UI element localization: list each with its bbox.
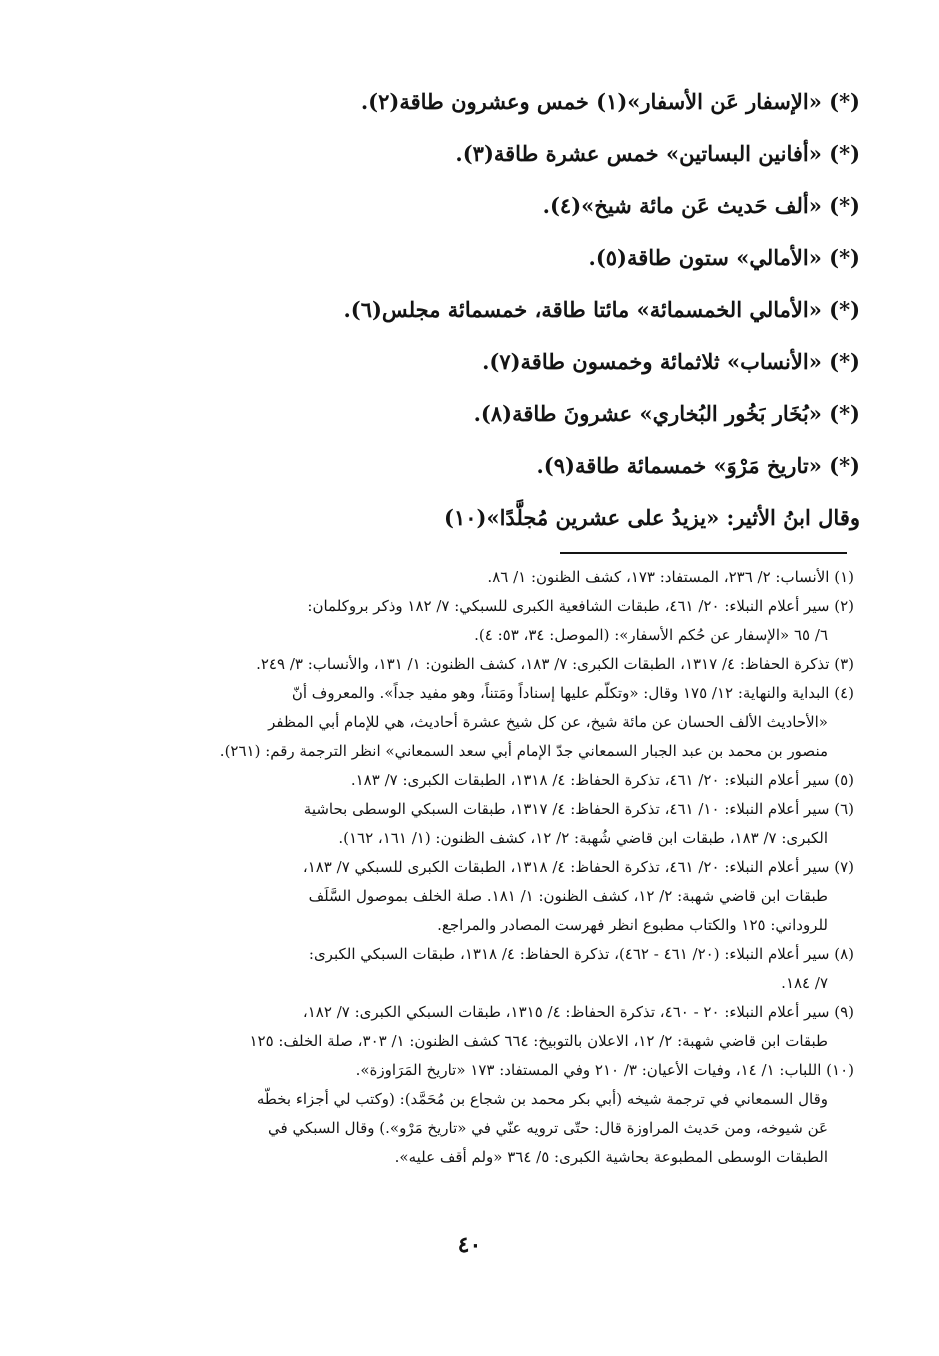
- footnote-5: [84, 766, 854, 795]
- footnote-10: [84, 1056, 854, 1172]
- book-entry: (*) «الأمالي» ستون طاقة(٥).: [588, 245, 860, 270]
- footnotes: [84, 563, 854, 1172]
- footnote-number: (٦): [834, 800, 854, 818]
- footnote-4: [84, 679, 854, 766]
- footnote-line: البداية والنهاية: ١٢/ ١٧٥ وقال: «وتكلّم عليها إسناداً ومَتناً، وهو مفيد جداً». والمعروف أنّ: [291, 684, 830, 702]
- footnote-6: [84, 795, 854, 853]
- footnote-number: (٢): [834, 597, 854, 615]
- footnote-line: طبقات ابن قاضي شهبة: ٢/ ١٢، الاعلان بالتوبيخ: ٦٦٤ كشف الظنون: ١/ ٣٠٣، صلة الخلف: ١٢٥: [249, 1032, 828, 1050]
- footnote-line: طبقات ابن قاضي شهبة: ٢/ ١٢، كشف الظنون: ١/ ١٨١. صلة الخلف بموصول السَّلَف: [308, 887, 828, 905]
- footnote-7: [84, 853, 854, 940]
- footnote-line: سير أعلام النبلاء: (٢٠/ ٤٦١ - ٤٦٢)، تذكرة الحفاظ: ٤/ ١٣١٨، طبقات السبكي الكبرى:: [308, 945, 830, 963]
- footnote-line: ٦/ ٦٥ «الإسفار عن حُكم الأسفار»: (الموصل: ٣٤، ٥٣: ٤).: [474, 626, 828, 644]
- footnote-number: (٨): [834, 945, 854, 963]
- page-number: ٤٠: [457, 1232, 482, 1258]
- footnote-line: للروداني: ١٢٥ والكتاب مطبوع انظر فهرست المصادر والمراجع.: [437, 916, 828, 934]
- footnote-line: اللباب: ١/ ١٤، وفيات الأعيان: ٣/ ٢١٠ وفي المستفاد: ١٧٣ «تاريخ المَرَاوزة».: [355, 1061, 822, 1079]
- book-entry: (*) «أفانين البساتين» خمس عشرة طاقة(٣).: [455, 141, 860, 166]
- quote-paragraph: وقال ابنُ الأثير: «يزيدُ على عشرين مُجلَّدًا»(١٠): [444, 505, 860, 530]
- footnote-number: (١٠): [826, 1061, 854, 1079]
- footnote-number: (٤): [834, 684, 854, 702]
- footnote-line: ٧/ ١٨٤.: [781, 974, 828, 992]
- footnote-line: «الأحاديث الألف الحسان عن مائة شيخ، عن كل شيخ عشرة أحاديث، هي للإمام أبي المظفر: [268, 713, 828, 731]
- footnote-number: (١): [834, 568, 854, 586]
- footnote-line: سير أعلام النبلاء: ٢٠/ ٤٦١، تذكرة الحفاظ: ٤/ ١٣١٨، الطبقات الكبرى للسبكي ٧/ ١٨٣،: [302, 858, 830, 876]
- footnote-number: (٩): [834, 1003, 854, 1021]
- footnote-line: سير أعلام النبلاء: ٢٠/ ٤٦١، طبقات الشافعية الكبرى للسبكي: ٧/ ١٨٢ وذكر بروكلمان:: [307, 597, 830, 615]
- footnote-3: [84, 650, 854, 679]
- footnote-9: [84, 998, 854, 1056]
- footnote-1: [84, 563, 854, 592]
- book-entry: (*) «الإسفار عَن الأسفار»(١) خمس وعشرون طاقة(٢).: [360, 89, 860, 114]
- footnote-number: (٣): [834, 655, 854, 673]
- footnote-line: عَن شيوخه، ومن حَديث المراوزة قال: حتّى ترويه عنّي في «تاريخ مَرْو».) وقال السبكي في: [268, 1119, 828, 1137]
- footnote-line: منصور بن محمد بن عبد الجبار السمعاني جدّ الإمام أبي سعد السمعاني» انظر الترجمة رقم: (٢٦١).: [219, 742, 828, 760]
- footnote-line: سير أعلام النبلاء: ٢٠/ ٤٦١، تذكرة الحفاظ: ٤/ ١٣١٨، الطبقات الكبرى: ٧/ ١٨٣.: [350, 771, 830, 789]
- book-entry: (*) «الأمالي الخمسمائة» مائتا طاقة، خمسمائة مجلس(٦).: [343, 297, 860, 322]
- footnote-line: وقال السمعاني في ترجمة شيخه (أبي بكر محمد بن شجاع بن مُحَمَّد): (وكتب لي أجزاء بخطّه: [256, 1090, 828, 1108]
- footnote-line: تذكرة الحفاظ: ٤/ ١٣١٧، الطبقات الكبرى: ٧/ ١٨٣، كشف الظنون: ١/ ١٣١، والأنساب: ٣/ ٢٤٩.: [256, 655, 830, 673]
- book-entry: (*) «تاريخ مَرْوَ» خمسمائة طاقة(٩).: [536, 453, 860, 478]
- footnote-number: (٥): [834, 771, 854, 789]
- footnote-number: (٧): [834, 858, 854, 876]
- footnote-line: سير أعلام النبلاء: ١٠/ ٤٦١، تذكرة الحفاظ: ٤/ ١٣١٧، طبقات السبكي الوسطى بحاشية: [303, 800, 830, 818]
- book-entry: (*) «الأنساب» ثلاثمائة وخمسون طاقة(٧).: [482, 349, 860, 374]
- book-entry: (*) «بُخَار بَخُور البُخاري» عشرونَ طاقة(٨).: [473, 401, 860, 426]
- main-text: [70, 76, 860, 544]
- footnote-8: [84, 940, 854, 998]
- footnote-2: [84, 592, 854, 650]
- footnote-line: الطبقات الوسطى المطبوعة بحاشية الكبرى: ٥/ ٣٦٤ «ولم أقف عليه».: [394, 1148, 828, 1166]
- footnote-line: سير أعلام النبلاء: ٢٠ - ٤٦٠، تذكرة الحفاظ: ٤/ ١٣١٥، طبقات السبكي الكبرى: ٧/ ١٨٢،: [302, 1003, 830, 1021]
- footnote-line: الأنساب: ٢/ ٢٣٦، المستفاد: ١٧٣، كشف الظنون: ١/ ٨٦.: [487, 568, 830, 586]
- footnote-divider: [560, 552, 847, 554]
- book-entry: (*) «ألف حَديث عَن مائة شيخ»(٤).: [542, 193, 860, 218]
- footnote-line: الكبرى: ٧/ ١٨٣، طبقات ابن قاضي شُهبة: ٢/ ١٢، كشف الظنون: (١/ ١٦١، ١٦٢).: [338, 829, 828, 847]
